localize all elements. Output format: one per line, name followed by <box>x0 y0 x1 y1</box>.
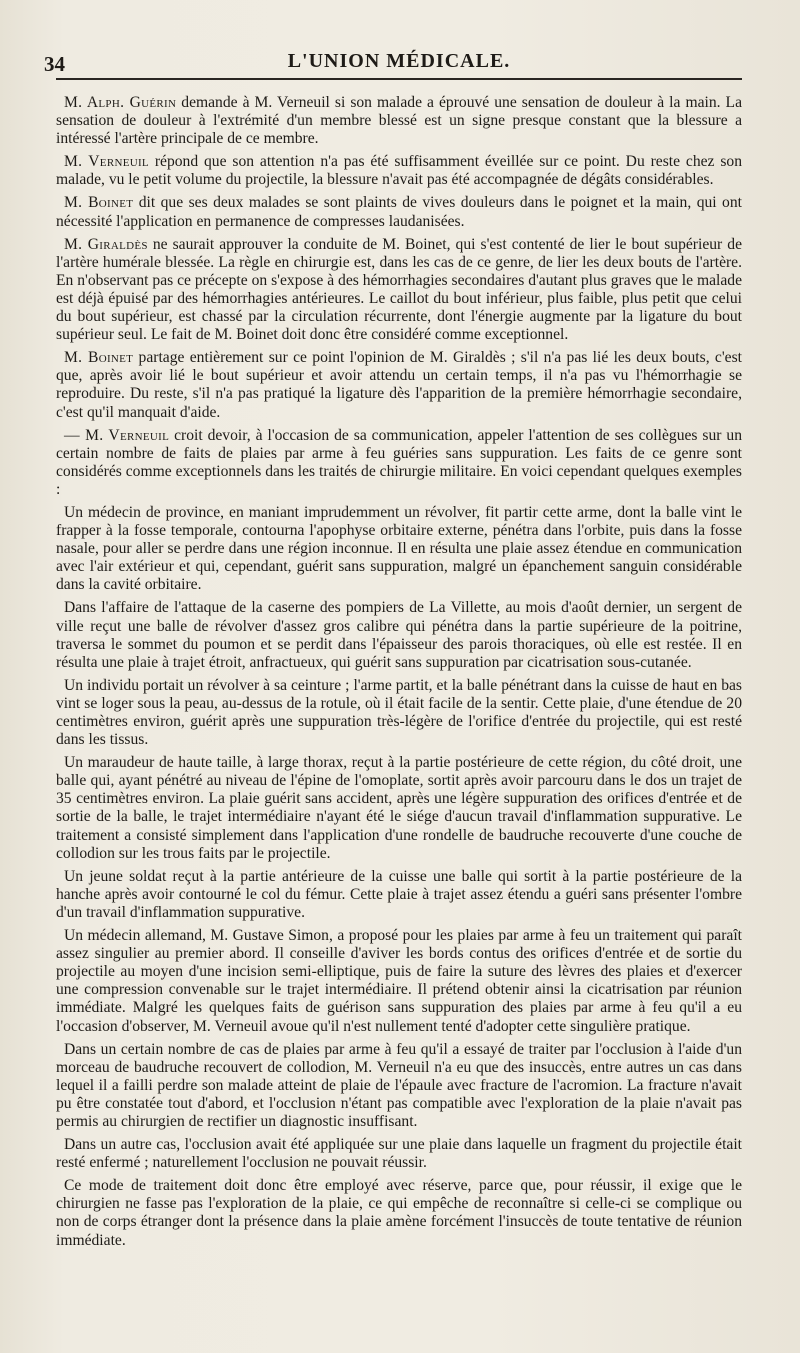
paragraph-text: dit que ses deux malades se sont plaints de vives douleurs dans le poignet et la main, qui ont nécessité l'application en permanence de compresses laudanisées. <box>56 194 742 230</box>
paragraph-text: Un jeune soldat reçut à la partie antérieure de la cuisse une balle qui sortit à la partie postérieure de la hanche après avoir contourné le col du fémur. Cette plaie à trajet assez étendu a guéri sans présenter l'ombre d'un travail d'inflammation suppurative. <box>56 867 742 921</box>
paragraph <box>56 427 742 499</box>
paragraph-text: Dans l'affaire de l'attaque de la caserne des pompiers de La Villette, au mois d'août dernier, un sergent de ville reçut une balle de révolver d'assez gros calibre qui pénétra dans la partie supérieure de la poitrine, traversa le sommet du poumon et se perdit dans l'épaisseur des parois thoraciques, où elle est restée. Il en résulta une plaie à trajet étroit, anfractueux, qui guérit sans suppuration par cicatrisation sous-cutanée. <box>56 599 742 671</box>
paragraph <box>56 194 742 230</box>
paragraph-text: Un médecin allemand, M. Gustave Simon, a proposé pour les plaies par arme à feu un traitement qui paraît assez singulier au premier abord. Il conseille d'aviver les bords contus des orifices d'entrée et de sortie du projectile au moyen d'une incision semi-elliptique, puis de faire la suture des lèvres des plaies et d'exercer une compression convenable sur le trajet intermédiaire. Il prétend obtenir ainsi la cicatrisation par réunion immédiate. Malgré les quelques faits de guérison sans suppuration des plaies par arme à feu qu'il a eu l'occasion d'observer, M. Verneuil avoue qu'il n'est nullement tenté d'adopter cette singulière pratique. <box>56 927 742 1035</box>
paragraph <box>56 349 742 421</box>
speaker-name: M. Giraldès <box>64 235 148 253</box>
speaker-name: M. Boinet <box>64 349 134 367</box>
page-header <box>44 38 742 80</box>
paragraph-text: Ce mode de traitement doit donc être employé avec réserve, parce que, pour réussir, il exige que le chirurgien ne fasse pas l'exploration de la plaie, ce qui empêche de reconnaître si celle-ci se complique ou non de corps étranger dont la présence dans la plaie amène forcément l'insuccès de toute tentative de réunion immédiate. <box>56 1177 742 1249</box>
running-title: L'UNION MÉDICALE. <box>287 50 511 72</box>
paragraph <box>56 94 742 148</box>
paragraph-text: croit devoir, à l'occasion de sa communication, appeler l'attention de ses collègues sur un certain nombre de faits de plaies par arme à feu guéries sans suppuration. Les faits de ce genre sont considérés comme exceptionnels dans les traités de chirurgie militaire. En voici cependant quelques exemples : <box>56 426 742 498</box>
speaker-name: M. Alph. Guérin <box>64 94 177 111</box>
paragraph-text: Un médecin de province, en maniant imprudemment un révolver, fit partir cette arme, dont la balle vint le frapper à la fosse temporale, contourna l'apophyse orbitaire externe, pénétra dans l'orbite, puis dans la fosse nasale, pour aller se perdre dans une région inconnue. Il en résulta une plaie assez étendue en communication avec l'air extérieur et qui, cependant, guérit sans suppuration, malgré un épanchement sanguin considérable dans la cavité orbitaire. <box>56 503 742 594</box>
paragraph <box>56 927 742 1036</box>
paragraph-text: Un maraudeur de haute taille, à large thorax, reçut à la partie postérieure de cette région, du côté droit, une balle qui, ayant pénétré au niveau de l'épine de l'omoplate, sortit après avoir parcouru dans le dos un trajet de 35 centimètres environ. La plaie guérit sans accident, après une légère suppuration des orifices d'entrée et de sortie de la balle, le trajet intermédiaire n'ayant été le siége d'aucun travail d'inflammation suppurative. Le traitement a consisté simplement dans l'application d'une rondelle de baudruche recouverte d'une couche de collodion sur les trous faits par le projectile. <box>56 754 742 862</box>
paragraph <box>56 153 742 189</box>
body-text <box>56 94 742 1250</box>
paragraph <box>56 677 742 749</box>
speaker-name: — M. Verneuil <box>64 426 170 444</box>
paragraph-text: Un individu portait un révolver à sa ceinture ; l'arme partit, et la balle pénétrant dans la cuisse de haut en bas vint se loger sous la peau, au-dessus de la rotule, où il était facile de la sentir. Cette plaie, d'une étendue de 20 centimètres environ, guérit après une suppuration très-légère de l'orifice d'entrée du projectile, qui est resté dans les tissus. <box>56 676 742 749</box>
paragraph-text: demande à M. Verneuil si son malade a éprouvé une sensation de douleur à la main. La sensation de douleur à l'extrémité d'un membre blessé est un signe presque constant que la blessure a intéressé l'artère principale de ce membre. <box>56 94 742 148</box>
page-number: 34 <box>44 52 65 76</box>
paragraph <box>56 236 742 345</box>
paragraph <box>56 868 742 922</box>
paragraph-text: partage entièrement sur ce point l'opinion de M. Giraldès ; s'il n'a pas lié les deux bouts, c'est que, après avoir lié le bout supérieur et avoir attendu un certain temps, il n'a pas vu l'hémorrhagie se reproduire. Du reste, s'il n'a pas pratiqué la ligature dès l'apparition de la première hémorrhagie secondaire, c'est qu'il manquait d'aide. <box>56 349 742 421</box>
speaker-name: M. Boinet <box>64 194 134 212</box>
paragraph <box>56 1041 742 1131</box>
paragraph <box>56 1177 742 1249</box>
paragraph-text: ne saurait approuver la conduite de M. Boinet, qui s'est contenté de lier le bout supérieur de l'artère humérale blessée. La règle en chirurgie est, dans les cas de ce genre, de lier les deux bouts de l'artère. En n'observant pas ce précepte on s'expose à des hémorrhagies secondaires d'autant plus graves que le malade est déjà épuisé par des hémorrhagies antérieures. Le caillot du bout inférieur, plus faible, plus petit que celui du bout supérieur, est chassé par la circulation récurrente, dont l'énergie augmente par la ligature du bout supérieur seul. Le fait de M. Boinet doit donc être considéré comme exceptionnel. <box>56 235 742 344</box>
paragraph-text: répond que son attention n'a pas été suffisamment éveillée sur ce point. Du reste chez son malade, vu le petit volume du projectile, la blessure n'avait pas été accompagnée de dégâts considérables. <box>56 153 742 189</box>
paragraph-text: Dans un certain nombre de cas de plaies par arme à feu qu'il a essayé de traiter par l'occlusion à l'aide d'un morceau de baudruche recouvert de collodion, M. Verneuil n'a eu que des insuccès, entre autres un cas dans lequel il a failli perdre son malade atteint de plaie de l'épaule avec fracture de l'acromion. La fracture n'avait pu être constatée tout d'abord, et l'occlusion n'étant pas compatible avec l'exploration de la plaie n'avait pas permis au chirurgien de rectifier un diagnostic insuffisant. <box>56 1040 742 1130</box>
paragraph <box>56 754 742 863</box>
speaker-name: M. Verneuil <box>64 153 149 171</box>
paragraph <box>56 1136 742 1172</box>
paragraph <box>56 504 742 594</box>
paragraph-text: Dans un autre cas, l'occlusion avait été appliquée sur une plaie dans laquelle un fragment du projectile était resté enfermé ; naturellement l'occlusion ne pouvait réussir. <box>56 1136 742 1172</box>
paragraph <box>56 599 742 671</box>
